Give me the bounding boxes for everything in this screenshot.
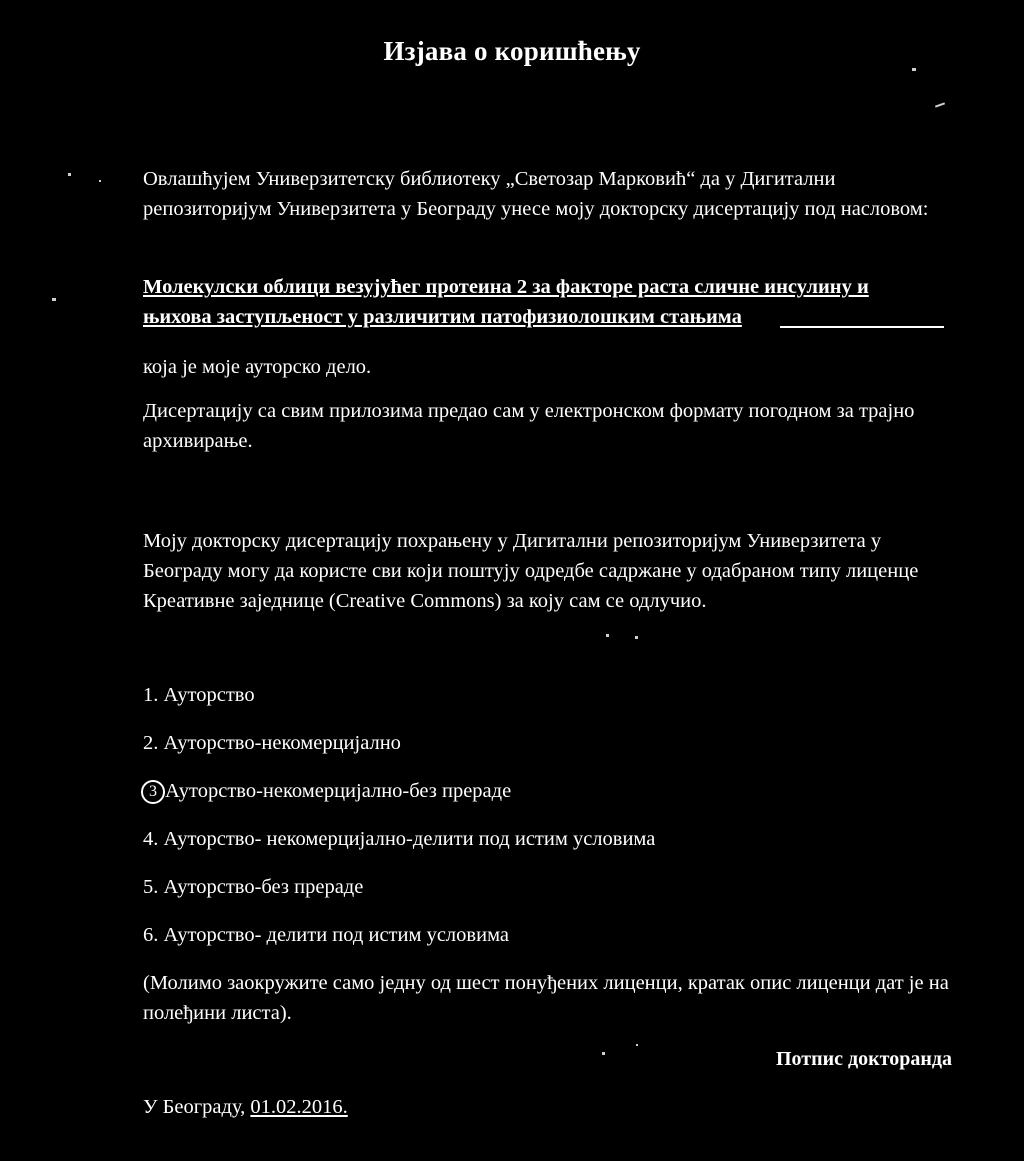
scan-speck — [635, 636, 638, 639]
circled-number-3: 3 — [141, 780, 165, 804]
license-label: Ауторство — [163, 684, 255, 706]
scan-speck — [636, 1044, 638, 1046]
license-number: 5. — [143, 876, 159, 898]
license-option-1[interactable] — [143, 680, 963, 728]
instructions-note: (Молимо заокружите само једну од шест понуђених лиценци, кратак опис лиценци дат је на полеђини листа). — [143, 972, 949, 1024]
scan-speck — [935, 102, 945, 107]
scan-speck — [602, 1052, 605, 1055]
date: 01.02.2016. — [250, 1096, 348, 1118]
scan-speck — [912, 68, 916, 71]
scan-speck — [68, 173, 71, 176]
license-option-3-selected[interactable] — [143, 776, 963, 824]
license-list — [143, 680, 963, 968]
license-number: 2. — [143, 732, 159, 754]
submission-paragraph: Дисертацију са свим прилозима предао сам у електронском формату погодном за трајно архивирање. — [143, 400, 915, 452]
license-number: 4. — [143, 828, 159, 850]
license-label: Ауторство- некомерцијално-делити под истим условима — [163, 828, 656, 850]
license-number: 1. — [143, 684, 159, 706]
place-and-date — [143, 1096, 348, 1119]
scan-speck — [99, 180, 101, 182]
underline-rule — [780, 326, 944, 328]
document-title: Изјава о коришћењу — [383, 36, 641, 66]
license-label: Ауторство-некомерцијално-без прераде — [165, 780, 512, 802]
repository-usage-paragraph: Моју докторску дисертацију похрањену у Дигитални репозиторијум Универзитета у Београду могу да користе сви који поштују одредбе садржане у одабраном типу лиценце Креативне заједнице (Creative Commons) за коју сам се одлучио. — [143, 530, 919, 612]
license-label: Ауторство- делити под истим условима — [163, 924, 509, 946]
thesis-title-line-1: Молекулски облици везујућег протеина 2 за факторе раста сличне инсулину и — [143, 276, 869, 298]
license-label: Ауторство-без прераде — [163, 876, 364, 898]
authorization-paragraph: Овлашћујем Универзитетску библиотеку „Светозар Марковић“ да у Дигитални репозиторијум Универзитета у Београду унесе моју докторску дисертацију под насловом: — [143, 168, 929, 220]
thesis-title — [143, 272, 953, 332]
authorship-statement: која је моје ауторско дело. — [143, 356, 372, 378]
scan-speck — [52, 298, 56, 301]
license-option-5[interactable] — [143, 872, 963, 920]
signature-label: Потпис докторанда — [775, 1048, 952, 1070]
license-option-2[interactable] — [143, 728, 963, 776]
license-option-6[interactable] — [143, 920, 963, 968]
license-option-4[interactable] — [143, 824, 963, 872]
thesis-title-line-2: њихова заступљеност у различитим патофизиолошким стањима — [143, 306, 742, 328]
license-label: Ауторство-некомерцијално — [163, 732, 401, 754]
place: У Београду, — [143, 1096, 246, 1118]
scan-speck — [606, 634, 609, 637]
license-number: 6. — [143, 924, 159, 946]
